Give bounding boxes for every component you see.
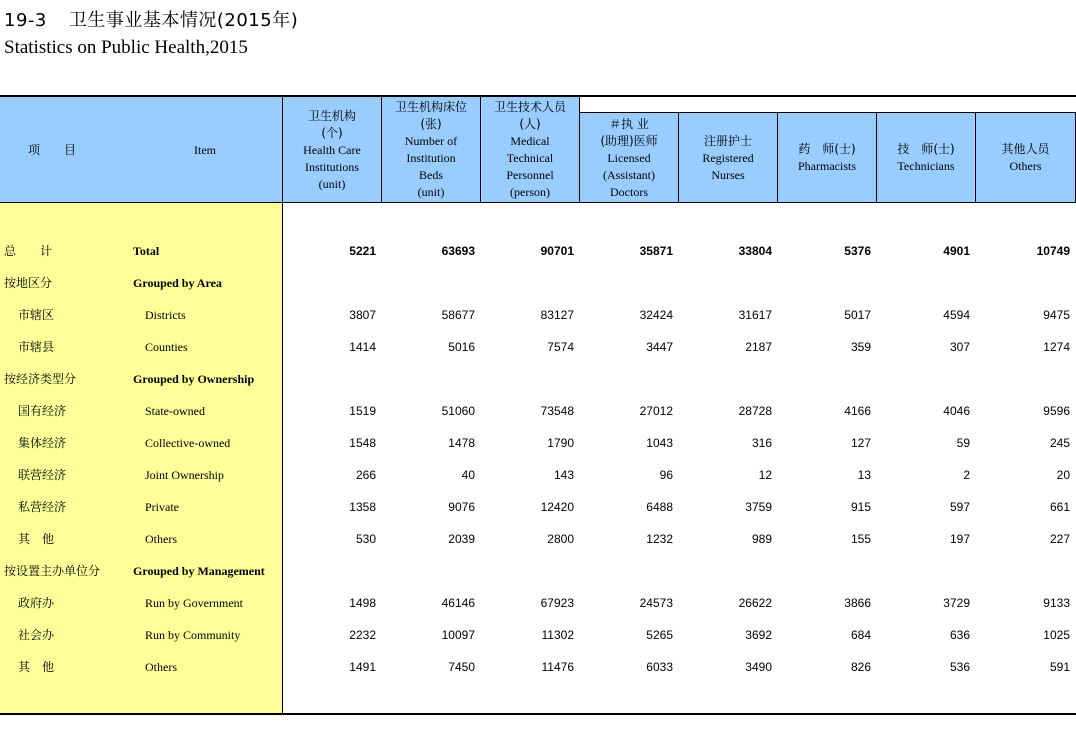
row-label-en: Grouped by Area: [133, 276, 222, 290]
header-item-en: Item: [194, 143, 216, 157]
cell-value: 2800: [547, 532, 574, 546]
table-row: [0, 299, 1076, 331]
header-col-7-cn: 技 师(士): [897, 142, 955, 156]
header-col-3-unit-cn: (人): [519, 117, 541, 131]
cell-value: 9475: [1043, 308, 1070, 322]
cell-value: 227: [1049, 532, 1070, 546]
cell-value: 6488: [646, 500, 673, 514]
cell-value: 1358: [349, 500, 376, 514]
table-row: [0, 459, 1076, 491]
cell-value: 4046: [943, 404, 970, 418]
cell-value: 3759: [745, 500, 772, 514]
row-label-en: Run by Government: [145, 596, 243, 610]
cell-value: 1043: [646, 436, 673, 450]
cell-value: 1498: [349, 596, 376, 610]
cell-value: 11302: [541, 628, 574, 642]
cell-value: 1414: [349, 340, 376, 354]
cell-value: 591: [1049, 660, 1070, 674]
cell-value: 359: [850, 340, 871, 354]
cell-value: 3729: [943, 596, 970, 610]
table-row: [0, 331, 1076, 363]
header-col-2-unit-cn: (张): [420, 117, 442, 131]
cell-value: 40: [461, 468, 475, 482]
cell-value: 661: [1049, 500, 1070, 514]
cell-value: 58677: [441, 308, 475, 322]
cell-value: 989: [751, 532, 772, 546]
header-col-6-en-1: Pharmacists: [798, 159, 856, 173]
cell-value: 12: [758, 468, 772, 482]
header-col-6-cn: 药 师(士): [798, 142, 856, 156]
cell-value: 96: [659, 468, 673, 482]
cell-value: 7574: [547, 340, 574, 354]
header-col-4-en-1: Licensed: [607, 150, 651, 165]
header-col-4: [580, 113, 679, 203]
header-col-6: [778, 113, 877, 203]
cell-value: 35871: [639, 244, 673, 258]
header-col-3: [481, 97, 580, 203]
row-label-cn: 按地区分: [4, 276, 53, 290]
cell-value: 5265: [646, 628, 673, 642]
header-col-1: [283, 97, 382, 203]
cell-value: 63693: [441, 244, 475, 258]
cell-value: 915: [850, 500, 871, 514]
row-label-en: Collective-owned: [145, 436, 231, 450]
cell-value: 6033: [646, 660, 673, 674]
header-col-8-cn: 其他人员: [1001, 142, 1050, 156]
row-label-en: Grouped by Ownership: [133, 372, 255, 386]
header-col-2-en-3: Beds: [419, 168, 443, 182]
header-col-4-en-2: (Assistant): [603, 167, 655, 182]
row-label-en: Joint Ownership: [145, 468, 224, 482]
cell-value: 33804: [738, 244, 772, 258]
cell-value: 2039: [448, 532, 475, 546]
row-label-cn: 社会办: [18, 628, 55, 642]
table-row: [0, 587, 1076, 619]
cell-value: 11476: [541, 660, 574, 674]
header-col-1-unit-en: (unit): [318, 176, 346, 191]
cell-value: 1790: [547, 436, 574, 450]
header-col-3-en-1: Medical: [510, 134, 550, 148]
cell-value: 3692: [745, 628, 772, 642]
row-label-en: Others: [145, 660, 177, 674]
header-col-5-cn: 注册护士: [703, 133, 752, 148]
cell-value: 73548: [540, 404, 574, 418]
row-label-cn: 市辖区: [18, 308, 55, 322]
cell-value: 1519: [349, 404, 376, 418]
table-row: [0, 427, 1076, 459]
cell-value: 3866: [844, 596, 871, 610]
header-col-1-cn: 卫生机构: [307, 108, 356, 123]
cell-value: 316: [751, 436, 772, 450]
row-label-cn: 总 计: [4, 244, 53, 258]
header-col-3-en-3: Personnel: [506, 168, 554, 182]
header-col-7: [877, 113, 976, 203]
cell-value: 1025: [1043, 628, 1070, 642]
row-label-en: State-owned: [145, 404, 205, 418]
table-row: [0, 395, 1076, 427]
cell-value: 2187: [745, 340, 772, 354]
header-item-cn: 项 目: [28, 143, 77, 157]
header-col-7-en-1: Technicians: [897, 159, 955, 173]
cell-value: 26622: [738, 596, 772, 610]
table-number: 19-3: [4, 10, 47, 31]
cell-value: 4594: [943, 308, 970, 322]
header-col-2-unit-en: (unit): [417, 185, 445, 199]
cell-value: 20: [1056, 468, 1070, 482]
cell-value: 13: [857, 468, 871, 482]
header-col-2: [382, 97, 481, 203]
cell-value: 32424: [639, 308, 673, 322]
header-col-4-cn: ＃执 业: [609, 116, 649, 131]
header-col-8-en-1: Others: [1009, 159, 1042, 173]
cell-value: 24573: [639, 596, 673, 610]
cell-value: 12420: [540, 500, 574, 514]
header-col-3-unit-en: (person): [510, 185, 550, 199]
row-label-cn: 市辖县: [18, 340, 55, 354]
header-col-8: [976, 113, 1076, 203]
cell-value: 1232: [646, 532, 673, 546]
cell-value: 143: [553, 468, 574, 482]
cell-value: 307: [949, 340, 970, 354]
cell-value: 5376: [844, 244, 871, 258]
cell-value: 4166: [844, 404, 871, 418]
cell-value: 3807: [349, 308, 376, 322]
header-col-2-en-2: Institution: [406, 151, 456, 165]
cell-value: 1478: [448, 436, 475, 450]
table-row: [0, 651, 1076, 683]
cell-value: 1274: [1043, 340, 1070, 354]
header-sub-rule: [580, 112, 1076, 113]
cell-value: 28728: [738, 404, 772, 418]
cell-value: 27012: [639, 404, 673, 418]
table-row: [0, 523, 1076, 555]
header-col-3-cn: 卫生技术人员: [493, 100, 566, 114]
cell-value: 83127: [540, 308, 574, 322]
header-col-2-en-1: Number of: [404, 134, 458, 148]
row-label-en: Districts: [145, 308, 186, 322]
cell-value: 1548: [349, 436, 376, 450]
cell-value: 636: [949, 628, 970, 642]
cell-value: 7450: [448, 660, 475, 674]
cell-value: 155: [850, 532, 871, 546]
row-label-en: Counties: [145, 340, 188, 354]
row-label-en: Run by Community: [145, 628, 241, 642]
table-row: [0, 491, 1076, 523]
cell-value: 10097: [441, 628, 475, 642]
cell-value: 4901: [943, 244, 970, 258]
header-col-3-en-2: Technical: [506, 151, 554, 165]
cell-value: 197: [949, 532, 970, 546]
total-row: [0, 235, 1076, 267]
cell-value: 9076: [448, 500, 475, 514]
cell-value: 51060: [441, 404, 475, 418]
cell-value: 3490: [745, 660, 772, 674]
cell-value: 245: [1049, 436, 1070, 450]
header-col-1-en-2: Institutions: [304, 159, 359, 174]
statistics-table: [0, 95, 1076, 716]
row-label-en: Total: [133, 244, 160, 258]
header-col-2-cn: 卫生机构床位: [394, 100, 467, 114]
table-bottom-rule: [0, 713, 1076, 715]
table-title-cn: [4, 6, 298, 32]
table-title-cn-text: 卫生事业基本情况(2015年): [68, 10, 299, 31]
row-label-en: Others: [145, 532, 177, 546]
cell-value: 597: [949, 500, 970, 514]
header-col-5: [679, 113, 778, 203]
cell-value: 46146: [441, 596, 475, 610]
row-label-cn: 政府办: [18, 596, 55, 610]
cell-value: 67923: [540, 596, 574, 610]
header-col-1-unit-cn: (个): [321, 125, 343, 140]
cell-value: 2: [963, 468, 970, 482]
header-col-5-en-2: Nurses: [711, 167, 745, 182]
row-label-cn: 按设置主办单位分: [4, 564, 101, 578]
cell-value: 5221: [349, 244, 376, 258]
cell-value: 10749: [1036, 244, 1070, 258]
row-label-cn: 联营经济: [18, 468, 67, 482]
cell-value: 530: [355, 532, 376, 546]
cell-value: 31617: [738, 308, 772, 322]
cell-value: 3447: [646, 340, 673, 354]
header-col-5-en-1: Registered: [702, 150, 754, 165]
cell-value: 127: [850, 436, 871, 450]
cell-value: 5016: [448, 340, 475, 354]
table-row: [0, 619, 1076, 651]
cell-value: 90701: [540, 244, 574, 258]
cell-value: 9596: [1043, 404, 1070, 418]
group-row: [0, 555, 1076, 587]
cell-value: 826: [850, 660, 871, 674]
row-label-cn: 其 他: [18, 532, 55, 546]
header-item-cell: [0, 97, 283, 203]
cell-value: 2232: [349, 628, 376, 642]
row-label-en: Grouped by Management: [133, 564, 265, 578]
group-row: [0, 363, 1076, 395]
cell-value: 1491: [349, 660, 376, 674]
row-label-cn: 按经济类型分: [4, 372, 77, 386]
row-label-cn: 私营经济: [18, 500, 67, 514]
cell-value: 266: [355, 468, 376, 482]
header-col-4-unit-cn: (助理)医师: [600, 133, 658, 148]
row-label-cn: 其 他: [18, 660, 55, 674]
cell-value: 5017: [844, 308, 871, 322]
row-label-en: Private: [145, 500, 179, 514]
cell-value: 684: [850, 628, 871, 642]
row-label-cn: 国有经济: [18, 404, 67, 418]
cell-value: 9133: [1043, 596, 1070, 610]
header-col-1-en-1: Health Care: [303, 142, 361, 157]
cell-value: 536: [949, 660, 970, 674]
cell-value: 59: [956, 436, 970, 450]
table-title-en: Statistics on Public Health,2015: [4, 37, 248, 58]
header-col-4-en-3: Doctors: [610, 184, 648, 199]
group-row: [0, 267, 1076, 299]
row-label-cn: 集体经济: [18, 436, 67, 450]
